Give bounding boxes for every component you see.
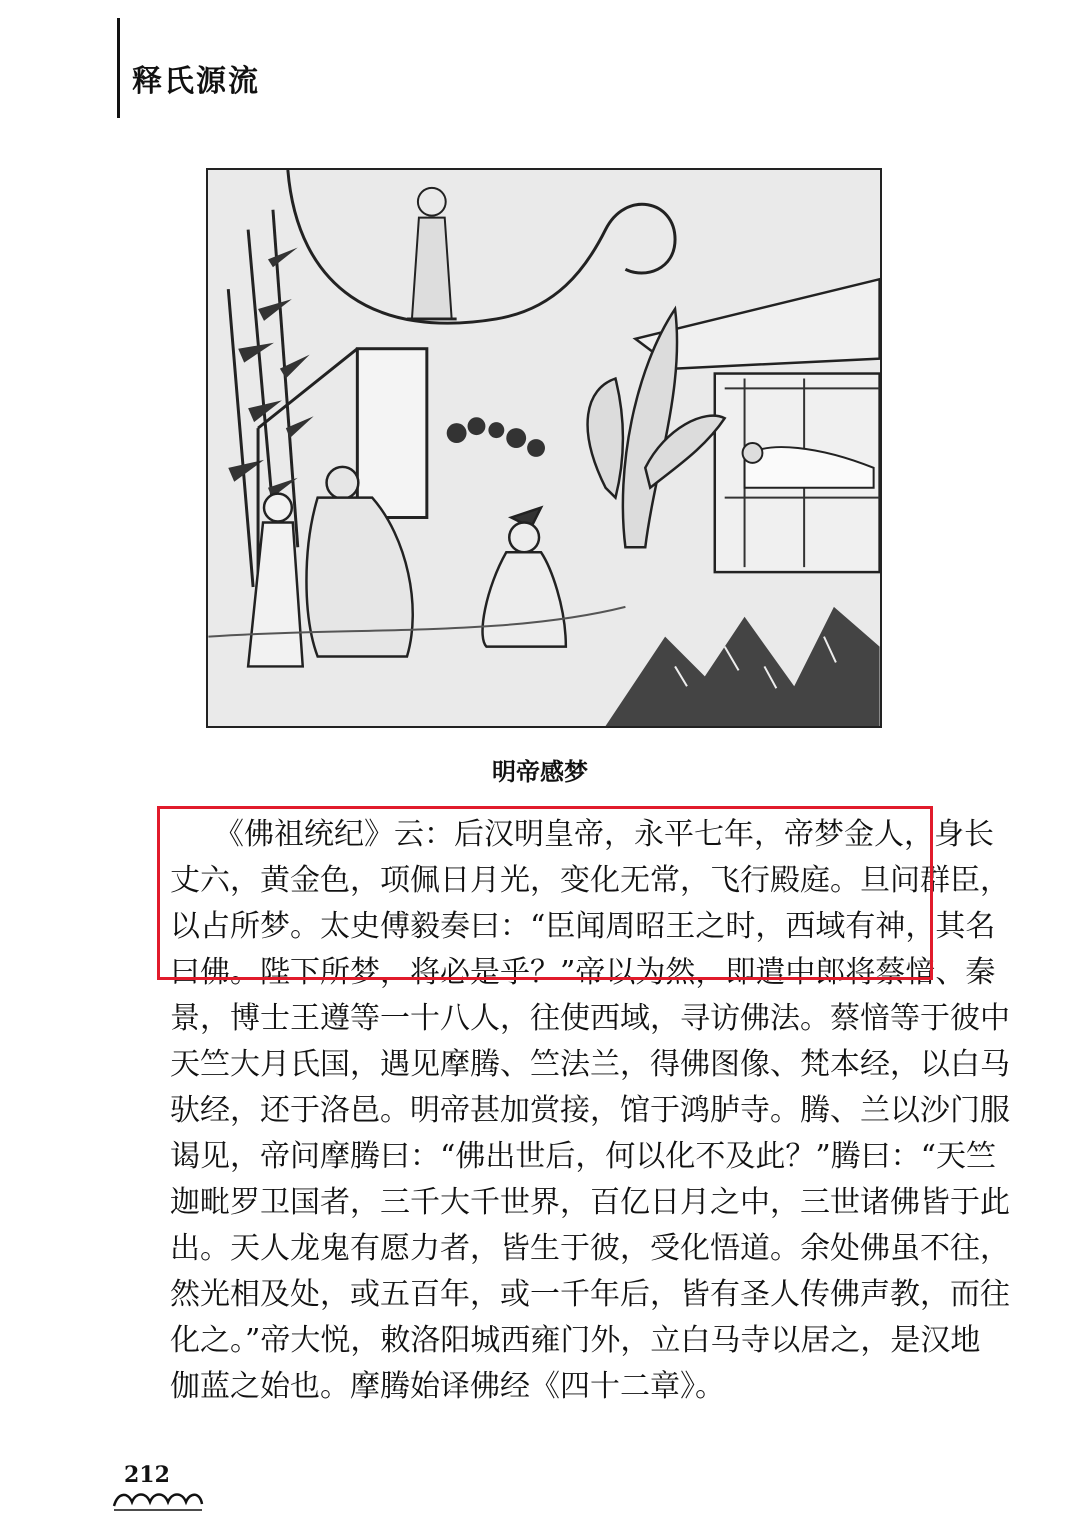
body-line-8: 谒见，帝问摩腾曰：“佛出世后，何以化不及此？”腾曰：“天竺: [170, 1139, 997, 1174]
body-line-5: 景，博士王遵等一十八人，往使西域，寻访佛法。蔡愔等于彼中: [170, 1001, 1010, 1036]
figure-caption: 明帝感梦: [492, 758, 588, 786]
body-line-9: 迦毗罗卫国者，三千大千世界，百亿日月之中，三世诸佛皆于此: [170, 1185, 1010, 1220]
body-line-2: 丈六，黄金色，项佩日月光，变化无常，飞行殿庭。旦问群臣，: [170, 863, 1010, 898]
footer-ornament-icon: [110, 1488, 206, 1514]
page-number: 212: [124, 1462, 170, 1488]
body-line-10: 出。天人龙鬼有愿力者，皆生于彼，受化悟道。余处佛虽不往，: [170, 1231, 1010, 1266]
body-line-7: 驮经，还于洛邑。明帝甚加赏接，馆于鸿胪寺。腾、兰以沙门服: [170, 1093, 1010, 1128]
body-line-1: 《佛祖统纪》云：后汉明皇帝，永平七年，帝梦金人，身长: [214, 817, 994, 852]
woodblock-illustration: [206, 168, 882, 728]
body-line-12: 化之。”帝大悦，敕洛阳城西雍门外，立白马寺以居之，是汉地: [170, 1323, 981, 1358]
header-divider: [117, 18, 120, 118]
highlight-box: [157, 806, 1010, 980]
running-header-title: 释氏源流: [132, 64, 260, 99]
body-line-4: 曰佛。陛下所梦，将必是乎？”帝以为然，即遣中郎将蔡愔、秦: [170, 955, 996, 990]
body-line-13: 伽蓝之始也。摩腾始译佛经《四十二章》。: [170, 1369, 725, 1404]
illustration-drawing: [208, 170, 880, 726]
body-line-6: 天竺大月氏国，遇见摩腾、竺法兰，得佛图像、梵本经，以白马: [170, 1047, 1010, 1082]
body-line-3: 以占所梦。太史傅毅奏曰：“臣闻周昭王之时，西域有神，其名: [170, 909, 996, 944]
body-line-11: 然光相及处，或五百年，或一千年后，皆有圣人传佛声教，而往: [170, 1277, 1010, 1312]
